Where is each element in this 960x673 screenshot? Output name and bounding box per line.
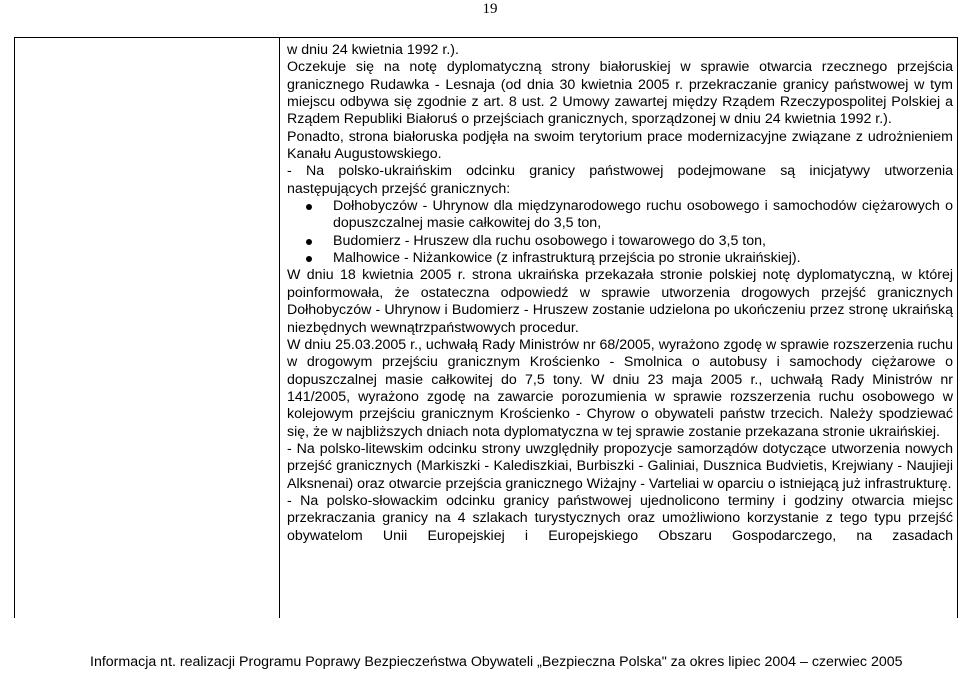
- paragraph-kanal-augustowski: Ponadto, strona białoruska podjęła na swoim terytorium prace modernizacyjne związane z udrożnieniem Kanału Augustowskiego.: [287, 128, 953, 163]
- list-item: Malhowice - Niżankowice (z infrastrukturą przejścia po stronie ukraińskiej).: [287, 250, 953, 267]
- paragraph-council-resolutions: W dniu 25.03.2005 r., uchwałą Rady Ministrów nr 68/2005, wyrażono zgodę w sprawie rozszerzenia ruchu w drogowym przejściu granicznym Krościenko - Smolnica o autobusy i samochody ciężarowe o dopuszczalnej masie całkowitej do 7,5 tony. W dniu 23 maja 2005 r., uchwałą Rady Ministrów nr 141/2005, wyrażono zgodę na zawarcie porozumienia w sprawie rozszerzenia ruchu osobowego w kolejowym przejściu granicznym Krościenko - Chyrow o obywateli państw trzecich. Należy spodziewać się, że w najbliższych dniach nota dyplomatyczna w tej sprawie zostanie przekazana stronie ukraińskiej.: [287, 336, 953, 440]
- paragraph-continuation: w dniu 24 kwietnia 1992 r.).: [287, 42, 459, 58]
- page-footer: Informacja nt. realizacji Programu Poprawy Bezpieczeństwa Obywateli „Bezpieczna Polska" za okres lipiec 2004 – czerwiec 2005: [90, 654, 903, 670]
- crossings-list: [287, 198, 953, 267]
- content-table: [14, 37, 958, 618]
- bullet-icon: [306, 204, 312, 210]
- bullet-icon: [306, 256, 312, 262]
- paragraph-ukraine-note: W dniu 18 kwietnia 2005 r. strona ukraińska przekazała stronie polskiej notę dyplomatyczną, w której poinformowała, że ostateczna odpowiedź w sprawie utworzenia drogowych przejść granicznych Dołhobyczów - Uhrynow i Budomierz - Hruszew zostanie udzielona po ukończeniu przez stronę ukraińską niezbędnych wewnątrzpaństwowych procedur.: [287, 267, 953, 336]
- left-empty-cell: [15, 38, 280, 618]
- list-item: Budomierz - Hruszew dla ruchu osobowego i towarowego do 3,5 ton,: [287, 233, 953, 250]
- paragraph-ukraine-initiatives: - Na polsko-ukraińskim odcinku granicy państwowej podejmowane są inicjatywy utworzenia następujących przejść granicznych:: [287, 163, 953, 197]
- page-number: 19: [482, 1, 498, 17]
- bullet-icon: [306, 239, 312, 245]
- paragraph-lithuania: - Na polsko-litewskim odcinku strony uwzględniły propozycje samorządów dotyczące utworzenia nowych przejść granicznych (Markiszki - Kalediszkiai, Burbiszki - Galiniai, Dusznica Budvietis, Krejwiany - Naujieji Alksnenai) oraz otwarcie przejścia granicznego Wiżajny - Varteliai w oparciu o istniejącą już infrastrukturę.: [287, 440, 953, 492]
- list-item: Dołhobyczów - Uhrynow dla międzynarodowego ruchu osobowego i samochodów ciężarowych o dopuszczalnej masie całkowitej do 3,5 ton,: [287, 198, 953, 233]
- text-cell: [287, 42, 953, 545]
- paragraph-slovakia: - Na polsko-słowackim odcinku granicy państwowej ujednolicono terminy i godziny otwarcia miejsc przekraczania granicy na 4 szlakach turystycznych oraz umożliwiono korzystanie z tego typu przejść obywatelom Unii Europejskiej i Europejskiego Obszaru Gospodarczego, na zasadach: [287, 492, 953, 544]
- paragraph-rudawka: Oczekuje się na notę dyplomatyczną strony białoruskiej w sprawie otwarcia rzecznego przejścia granicznego Rudawka - Lesnaja (od dnia 30 kwietnia 2005 r. przekraczanie granicy państwowej w tym miejscu odbywa się zgodnie z art. 8 ust. 2 Umowy zawartej między Rządem Rzeczypospolitej Polskiej a Rządem Republiki Białoruś o przejściach granicznych, sporządzonej w dniu 24 kwietnia 1992 r.).: [287, 59, 953, 128]
